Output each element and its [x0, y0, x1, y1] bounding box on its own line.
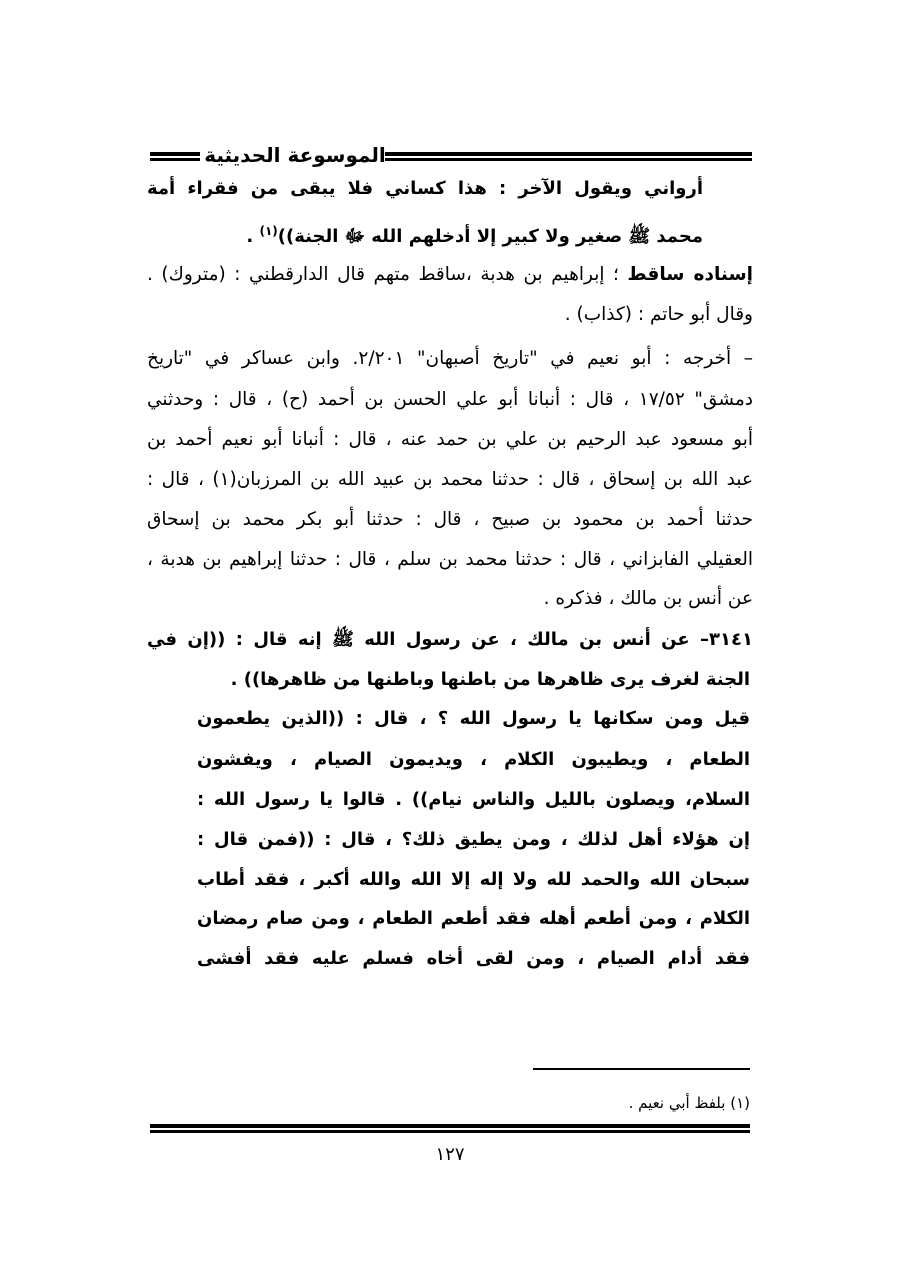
hadith-line-2: الجنة لغرف يرى ظاهرها من باطنها وباطنها من ظاهرها)) .: [230, 669, 750, 690]
text-line-10: العقيلي الفابزاني ، قال : حدثنا محمد بن سلم ، قال : حدثنا إبراهيم بن هدبة ،: [147, 549, 753, 570]
hadith-line-6: إن هؤلاء أهل لذلك ، ومن يطيق ذلك؟ ، قال : ((فمن قال :: [197, 829, 750, 850]
isnad-label: إسناده ساقط: [627, 264, 753, 285]
header-rule-right-bottom: [385, 158, 752, 161]
page-number: ١٢٧: [435, 1144, 465, 1165]
header-rule-left-bottom: [150, 158, 200, 161]
isnad-text: ؛ إبراهيم بن هدبة ،ساقط متهم قال الدارقطني : (متروك) .: [147, 264, 628, 285]
text-line-6: دمشق" ١٧/٥٢ ، قال : أنبانا أبو علي الحسن بن أحمد (ح) ، قال : وحدثني: [147, 389, 753, 410]
hadith-line-8: الكلام ، ومن أطعم أهله فقد أطعم الطعام ، ومن صام رمضان: [197, 908, 750, 929]
text-line-11: عن أنس بن مالك ، فذكره .: [543, 588, 753, 609]
text-line-8: عبد الله بن إسحاق ، قال : حدثنا محمد بن عبيد الله بن المرزبان(١) ، قال :: [147, 469, 753, 490]
text-line-2-main: محمد ﷺ صغير ولا كبير إلا أدخلهم الله ﷻ الجنة)): [277, 226, 703, 247]
text-line-9: حدثنا أحمد بن محمود بن صبيح ، قال : حدثنا أبو بكر محمد بن إسحاق: [147, 509, 753, 530]
text-line-2-end: .: [246, 226, 260, 247]
text-line-5: – أخرجه : أبو نعيم في "تاريخ أصبهان" ٢/٢٠١. وابن عساكر في "تاريخ: [147, 348, 753, 369]
text-line-1: أرواني ويقول الآخر : هذا كساني فلا يبقى من فقراء أمة: [147, 178, 703, 199]
text-line-2: [147, 214, 703, 248]
text-line-7: أبو مسعود عبد الرحيم بن علي بن حمد عنه ، قال : أنبانا أبو نعيم أحمد بن: [147, 429, 753, 450]
footnote-ref: (١): [259, 224, 278, 238]
hadith-line-5: السلام، ويصلون بالليل والناس نيام)) . قالوا يا رسول الله :: [197, 789, 750, 810]
hadith-line-7: سبحان الله والحمد لله ولا إله إلا الله والله أكبر ، فقد أطاب: [197, 869, 750, 890]
running-header-title: الموسوعة الحديثية: [204, 143, 386, 167]
footnote: (١) بلفظ أبي نعيم .: [628, 1094, 750, 1112]
header-rule-right-top: [385, 152, 752, 156]
hadith-line-9: فقد أدام الصيام ، ومن لقى أخاه فسلم عليه فقد أفشى: [197, 948, 750, 969]
footer-rule-bottom: [150, 1130, 750, 1133]
hadith-line-3: قيل ومن سكانها يا رسول الله ؟ ، قال : ((الذين يطعمون: [197, 708, 750, 729]
footer-rule-top: [150, 1124, 750, 1128]
footnote-separator: [533, 1068, 750, 1070]
header-rule-left-top: [150, 152, 200, 156]
text-line-4: وقال أبو حاتم : (كذاب) .: [564, 304, 753, 325]
hadith-line-4: الطعام ، ويطيبون الكلام ، ويديمون الصيام ، ويفشون: [197, 749, 750, 770]
text-line-3: [147, 258, 753, 292]
hadith-line-1: ٣١٤١– عن أنس بن مالك ، عن رسول الله ﷺ إنه قال : ((إن في: [147, 629, 753, 650]
